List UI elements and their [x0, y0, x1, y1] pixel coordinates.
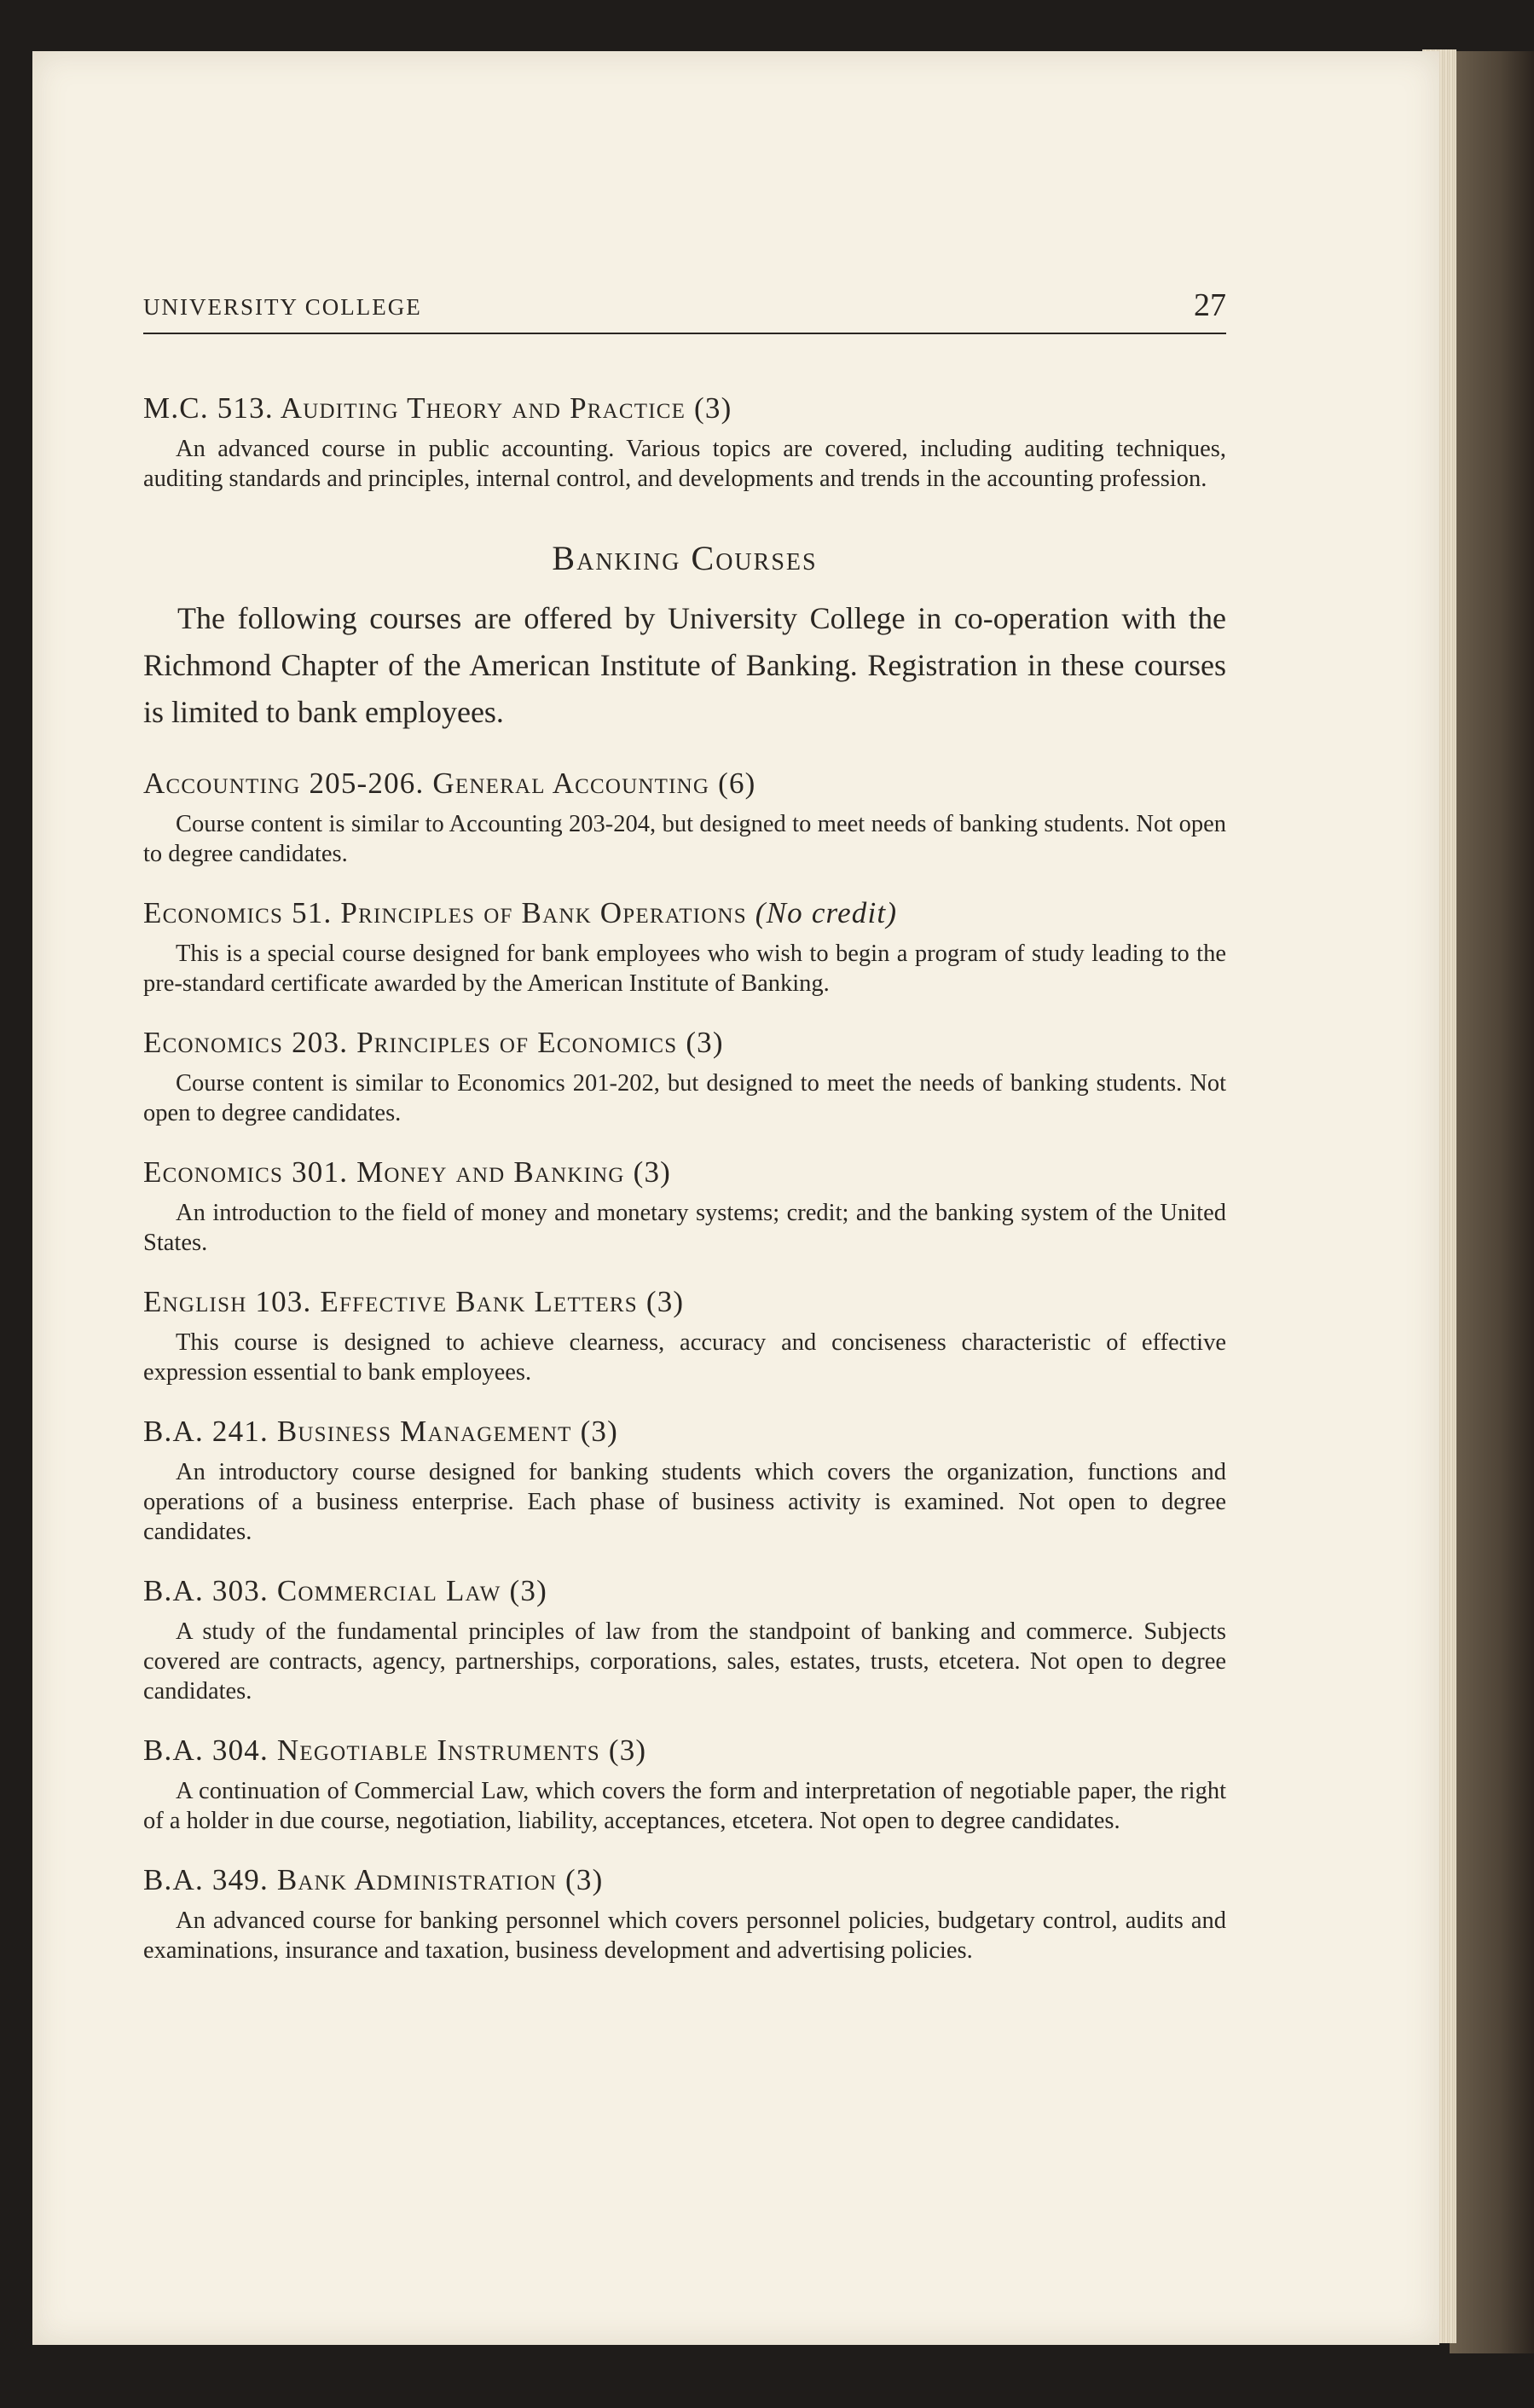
- course-description: Course content is similar to Accounting 203-204, but designed to meet needs of banking students. Not open to degree candidates.: [143, 811, 1226, 867]
- course-title: B.A. 304. Negotiable Instruments (3): [143, 1734, 647, 1767]
- course-entry: [143, 1730, 1226, 1836]
- course-description: This is a special course designed for bank employees who wish to begin a program of study leading to the pre-standard certificate awarded by the American Institute of Banking.: [143, 941, 1226, 997]
- course-title: Accounting 205-206. General Accounting (6): [143, 767, 756, 800]
- course-description: An introductory course designed for banking students which covers the organization, functions and operations of a business enterprise. Each phase of business activity is examined. Not open to degree candidates.: [143, 1459, 1226, 1545]
- course-description: An introduction to the field of money and monetary systems; credit; and the banking system of the United States.: [143, 1200, 1226, 1256]
- course-description: This course is designed to achieve clearness, accuracy and conciseness characteristic of effective expression essential to bank employees.: [143, 1329, 1226, 1386]
- course-entry: [143, 1571, 1226, 1706]
- course-entry: [143, 1152, 1226, 1258]
- course-title: M.C. 513. Auditing Theory and Practice (3): [143, 391, 732, 425]
- course-description: A study of the fundamental principles of law from the standpoint of banking and commerce. Subjects covered are contracts, agency, partnerships, corporations, sales, estates, trusts, etcetera. Not open to degree candidates.: [143, 1618, 1226, 1705]
- course-title: B.A. 303. Commercial Law (3): [143, 1574, 547, 1607]
- section-intro: The following courses are offered by University College in co-operation with the Richmond Chapter of the American Institute of Banking. Registration in these courses is limited to bank employees.: [143, 601, 1226, 729]
- course-title: B.A. 349. Bank Administration (3): [143, 1863, 604, 1896]
- book-cover-edge: [1450, 51, 1534, 2353]
- running-head-title: UNIVERSITY COLLEGE: [143, 294, 422, 320]
- course-entry: [143, 1411, 1226, 1547]
- course-title: B.A. 241. Business Management (3): [143, 1415, 618, 1448]
- course-description: An advanced course for banking personnel which covers personnel policies, budgetary control, audits and examinations, insurance and taxation, business development and advertising policies.: [143, 1907, 1226, 1964]
- course-description: Course content is similar to Economics 201-202, but designed to meet the needs of banking students. Not open to degree candidates.: [143, 1070, 1226, 1126]
- course-description: An advanced course in public accounting. Various topics are covered, including auditing techniques, auditing standards and principles, internal control, and developments and trends in the accounting profession.: [143, 436, 1226, 492]
- course-description: A continuation of Commercial Law, which covers the form and interpretation of negotiable paper, the right of a holder in due course, negotiation, liability, acceptances, etcetera. Not open to degree candidates.: [143, 1778, 1226, 1834]
- course-credit: (No credit): [755, 896, 898, 929]
- running-head: [143, 281, 1226, 334]
- section-heading: Banking Courses: [552, 539, 818, 577]
- course-entry: [143, 893, 1226, 999]
- course-entry: [143, 1022, 1226, 1128]
- course-title: Economics 203. Principles of Economics (3): [143, 1026, 724, 1059]
- page-number: 27: [1194, 287, 1226, 323]
- course-title: [143, 893, 1226, 934]
- course-entry: [143, 763, 1226, 869]
- course-title: Economics 301. Money and Banking (3): [143, 1155, 672, 1189]
- course-entry: [143, 1860, 1226, 1965]
- book-page: [32, 51, 1439, 2345]
- course-title-text: Economics 51. Principles of Bank Operations: [143, 896, 747, 929]
- course-title: English 103. Effective Bank Letters (3): [143, 1285, 685, 1318]
- course-entry: [143, 388, 1226, 494]
- page-content: [143, 388, 1226, 1989]
- course-entry: [143, 1282, 1226, 1387]
